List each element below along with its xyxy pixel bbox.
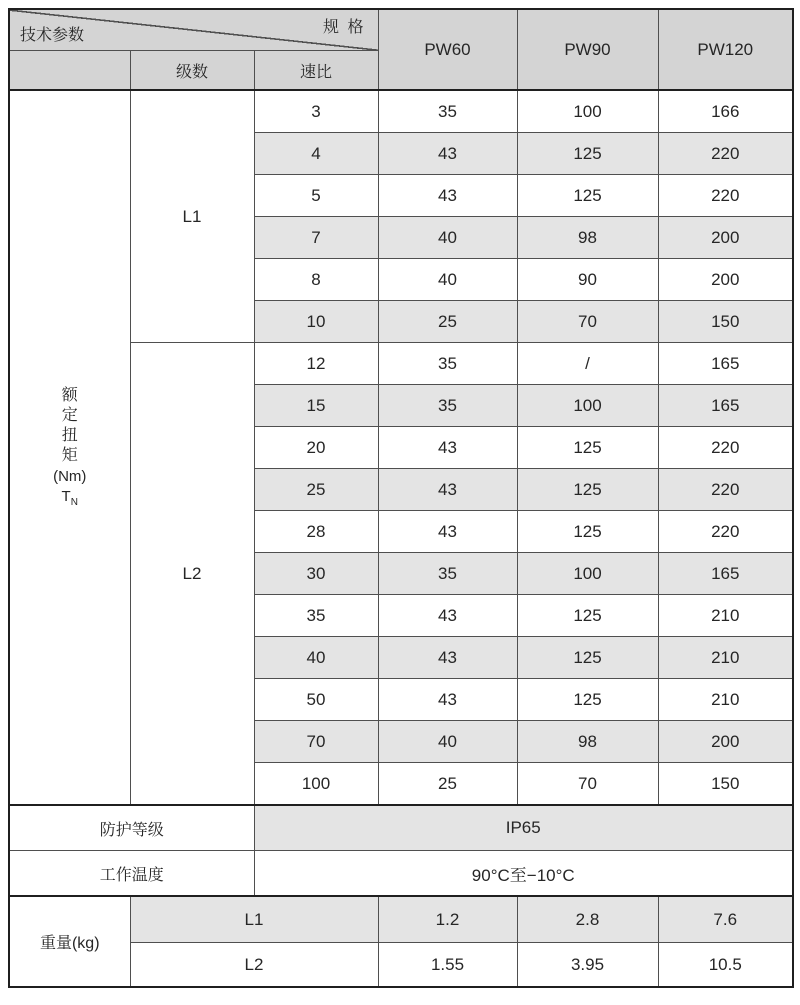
torque-value-cell: 125 <box>517 595 658 637</box>
torque-value-cell: 220 <box>658 427 793 469</box>
torque-value-cell: 125 <box>517 637 658 679</box>
ratio-cell: 28 <box>254 511 378 553</box>
torque-value-cell: 125 <box>517 427 658 469</box>
weight-l2-pw120: 10.5 <box>658 943 793 988</box>
torque-value-cell: 35 <box>378 343 517 385</box>
model-header-pw90: PW90 <box>517 9 658 90</box>
weight-l2-pw90: 3.95 <box>517 943 658 988</box>
weight-stage-l2: L2 <box>130 943 378 988</box>
ratio-cell: 4 <box>254 133 378 175</box>
weight-label: 重量(kg) <box>9 896 130 987</box>
ratio-cell: 7 <box>254 217 378 259</box>
torque-value-cell: 220 <box>658 133 793 175</box>
ratio-cell: 3 <box>254 90 378 133</box>
ratio-cell: 10 <box>254 301 378 343</box>
ratio-cell: 35 <box>254 595 378 637</box>
ratio-cell: 12 <box>254 343 378 385</box>
torque-value-cell: 40 <box>378 259 517 301</box>
torque-label: 额定扭矩 <box>61 387 78 465</box>
header-row-1 <box>9 9 793 51</box>
torque-value-cell: / <box>517 343 658 385</box>
spec-table <box>8 8 794 988</box>
spec-axis-label: 规 格 <box>323 19 366 36</box>
torque-value-cell: 210 <box>658 637 793 679</box>
protection-row <box>9 805 793 851</box>
torque-value-cell: 125 <box>517 679 658 721</box>
header-empty-cell <box>9 51 130 91</box>
torque-value-cell: 43 <box>378 595 517 637</box>
model-header-pw60: PW60 <box>378 9 517 90</box>
ratio-cell: 40 <box>254 637 378 679</box>
torque-unit: (Nm) <box>53 468 87 486</box>
torque-value-cell: 43 <box>378 469 517 511</box>
torque-value-cell: 35 <box>378 90 517 133</box>
weight-row-l1 <box>9 896 793 943</box>
torque-value-cell: 210 <box>658 679 793 721</box>
torque-value-cell: 166 <box>658 90 793 133</box>
stage-cell-l1: L1 <box>130 90 254 343</box>
weight-l2-pw60: 1.55 <box>378 943 517 988</box>
ratio-cell: 25 <box>254 469 378 511</box>
temperature-row <box>9 851 793 897</box>
torque-value-cell: 100 <box>517 90 658 133</box>
torque-value-cell: 35 <box>378 385 517 427</box>
footer-section <box>9 805 793 987</box>
torque-value-cell: 70 <box>517 301 658 343</box>
torque-value-cell: 200 <box>658 721 793 763</box>
stage-column-header: 级数 <box>130 51 254 91</box>
torque-section <box>9 90 793 805</box>
ratio-cell: 50 <box>254 679 378 721</box>
temperature-value: 90°C至−10°C <box>254 851 793 897</box>
torque-value-cell: 43 <box>378 175 517 217</box>
diagonal-header-cell <box>9 9 378 51</box>
ratio-cell: 8 <box>254 259 378 301</box>
torque-value-cell: 25 <box>378 301 517 343</box>
torque-value-cell: 43 <box>378 679 517 721</box>
torque-value-cell: 70 <box>517 763 658 806</box>
ratio-cell: 20 <box>254 427 378 469</box>
ratio-cell: 70 <box>254 721 378 763</box>
stage-cell-l2: L2 <box>130 343 254 806</box>
torque-value-cell: 25 <box>378 763 517 806</box>
weight-stage-l1: L1 <box>130 896 378 943</box>
torque-value-cell: 125 <box>517 133 658 175</box>
parameter-axis-label: 技术参数 <box>20 27 85 44</box>
header-section <box>9 9 793 90</box>
ratio-column-header: 速比 <box>254 51 378 91</box>
protection-value: IP65 <box>254 805 793 851</box>
torque-value-cell: 200 <box>658 259 793 301</box>
temperature-label: 工作温度 <box>9 851 254 897</box>
torque-row-ratio-3 <box>9 90 793 133</box>
torque-value-cell: 220 <box>658 175 793 217</box>
ratio-cell: 30 <box>254 553 378 595</box>
torque-value-cell: 220 <box>658 469 793 511</box>
weight-l1-pw90: 2.8 <box>517 896 658 943</box>
torque-value-cell: 125 <box>517 511 658 553</box>
weight-l1-pw60: 1.2 <box>378 896 517 943</box>
torque-value-cell: 35 <box>378 553 517 595</box>
torque-value-cell: 210 <box>658 595 793 637</box>
torque-value-cell: 165 <box>658 553 793 595</box>
torque-value-cell: 40 <box>378 217 517 259</box>
torque-value-cell: 165 <box>658 385 793 427</box>
ratio-cell: 5 <box>254 175 378 217</box>
model-header-pw120: PW120 <box>658 9 793 90</box>
torque-value-cell: 43 <box>378 133 517 175</box>
torque-value-cell: 40 <box>378 721 517 763</box>
weight-l1-pw120: 7.6 <box>658 896 793 943</box>
torque-value-cell: 43 <box>378 637 517 679</box>
ratio-cell: 15 <box>254 385 378 427</box>
torque-value-cell: 150 <box>658 763 793 806</box>
torque-parameter-cell <box>9 90 130 805</box>
torque-value-cell: 100 <box>517 385 658 427</box>
torque-value-cell: 98 <box>517 721 658 763</box>
torque-value-cell: 165 <box>658 343 793 385</box>
torque-value-cell: 90 <box>517 259 658 301</box>
torque-value-cell: 43 <box>378 427 517 469</box>
torque-value-cell: 200 <box>658 217 793 259</box>
torque-value-cell: 98 <box>517 217 658 259</box>
torque-value-cell: 220 <box>658 511 793 553</box>
torque-value-cell: 150 <box>658 301 793 343</box>
torque-value-cell: 125 <box>517 469 658 511</box>
torque-value-cell: 125 <box>517 175 658 217</box>
protection-label: 防护等级 <box>9 805 254 851</box>
ratio-cell: 100 <box>254 763 378 806</box>
torque-symbol: $T_N$ <box>61 487 78 508</box>
torque-value-cell: 43 <box>378 511 517 553</box>
torque-value-cell: 100 <box>517 553 658 595</box>
